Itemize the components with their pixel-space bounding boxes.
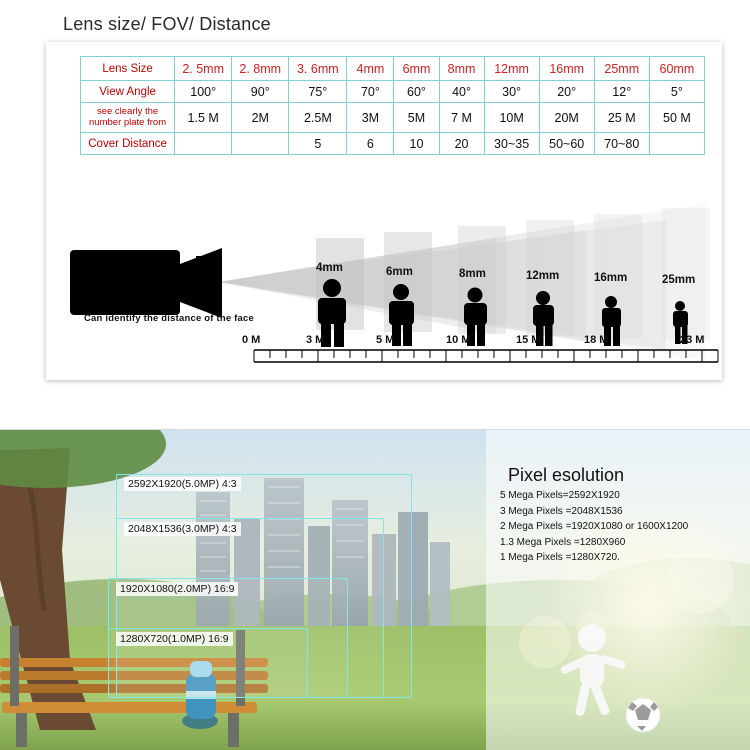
table-cell: 12°	[594, 81, 649, 103]
table-cell: 6	[347, 133, 394, 155]
pixel-resolution-list	[500, 488, 688, 566]
table-cell: 25 M	[594, 103, 649, 133]
table-cell: 10M	[484, 103, 539, 133]
page-title: Lens size/ FOV/ Distance	[63, 14, 271, 34]
table-row	[81, 103, 705, 133]
table-cell: 50~60	[539, 133, 594, 155]
table-cell: 7 M	[439, 103, 484, 133]
ruler-label-0m: 0 M	[242, 334, 261, 346]
table-cell: 60°	[394, 81, 439, 103]
lens-label-4mm: 4mm	[316, 262, 343, 274]
table-cell: 20M	[539, 103, 594, 133]
table-cell: 20°	[539, 81, 594, 103]
row-label: Cover Distance	[81, 133, 175, 155]
ruler-label-23m: 23 M	[680, 334, 705, 346]
diagram-card	[46, 42, 722, 380]
lens-label-6mm: 6mm	[386, 266, 413, 278]
ruler-label-3m: 3 M	[306, 334, 325, 346]
resolution-label-5mp: 2592X1920(5.0MP) 4:3	[124, 477, 241, 491]
table-header-cell: 2. 8mm	[232, 57, 289, 81]
table-cell: 70~80	[594, 133, 649, 155]
pixel-resolution-item: 2 Mega Pixels =1920X1080 or 1600X1200	[500, 521, 689, 532]
table-cell: 90°	[232, 81, 289, 103]
resolution-label-3mp: 2048X1536(3.0MP) 4:3	[124, 522, 241, 536]
row-label-line: see clearly the	[96, 105, 159, 117]
pixel-resolution-item: 3 Mega Pixels =2048X1536	[500, 505, 623, 517]
lens-specification-table	[80, 56, 705, 155]
table-row	[81, 81, 705, 103]
table-cell: 100°	[175, 81, 232, 103]
table-header-cell: 60mm	[649, 57, 704, 81]
table-cell: 30~35	[484, 133, 539, 155]
pixel-resolution-panel	[0, 430, 750, 750]
table-header-cell: 12mm	[484, 57, 539, 81]
table-header-row	[81, 57, 705, 81]
pixel-resolution-title: Pixel esolution	[508, 465, 625, 485]
table-cell: 20	[439, 133, 484, 155]
row-label	[81, 103, 175, 133]
lens-label-12mm: 12mm	[526, 270, 560, 282]
table-row	[81, 133, 705, 155]
fov-cone-graphic	[46, 192, 722, 380]
row-label: View Angle	[81, 81, 175, 103]
table-cell	[232, 133, 289, 155]
table-cell: 5°	[649, 81, 704, 103]
table-cell: 5	[289, 133, 347, 155]
table-header-cell: 6mm	[394, 57, 439, 81]
table-cell: 50 M	[649, 103, 704, 133]
table-cell: 1.5 M	[175, 103, 232, 133]
ruler-label-5m: 5 M	[376, 334, 395, 346]
lens-label-25mm: 25mm	[662, 274, 696, 286]
diagram-caption: Can identify the distance of the face	[84, 313, 254, 324]
table-cell: 3M	[347, 103, 394, 133]
table-header-cell: 3. 6mm	[289, 57, 347, 81]
table-cell	[649, 133, 704, 155]
table-cell: 70°	[347, 81, 394, 103]
table-cell: 75°	[289, 81, 347, 103]
table-header-cell: 2. 5mm	[175, 57, 232, 81]
table-cell: 10	[394, 133, 439, 155]
table-header-cell: 4mm	[347, 57, 394, 81]
resolution-label-1mp: 1280X720(1.0MP) 16:9	[116, 632, 233, 646]
table-header-cell: 16mm	[539, 57, 594, 81]
table-cell: 5M	[394, 103, 439, 133]
ruler-label-10m: 10 M	[446, 334, 471, 346]
table-header-cell: Lens Size	[81, 57, 175, 81]
lens-label-16mm: 16mm	[594, 272, 628, 284]
table-cell	[175, 133, 232, 155]
table-cell: 2M	[232, 103, 289, 133]
row-label-line: number plate from	[89, 116, 167, 128]
table-header-cell: 25mm	[594, 57, 649, 81]
resolution-label-2mp: 1920X1080(2.0MP) 16:9	[116, 582, 238, 596]
table-cell: 40°	[439, 81, 484, 103]
pixel-resolution-item: 5 Mega Pixels=2592X1920	[500, 490, 620, 501]
table-cell: 30°	[484, 81, 539, 103]
table-cell: 2.5M	[289, 103, 347, 133]
ruler-label-15m: 15 M	[516, 334, 541, 346]
fov-distance-diagram	[46, 192, 722, 380]
table-header-cell: 8mm	[439, 57, 484, 81]
pixel-resolution-item: 1.3 Mega Pixels =1280X960	[500, 536, 626, 548]
lens-label-8mm: 8mm	[459, 268, 486, 280]
ruler-label-18m: 18 M	[584, 334, 609, 346]
pixel-resolution-item: 1 Mega Pixels =1280X720.	[500, 552, 620, 563]
